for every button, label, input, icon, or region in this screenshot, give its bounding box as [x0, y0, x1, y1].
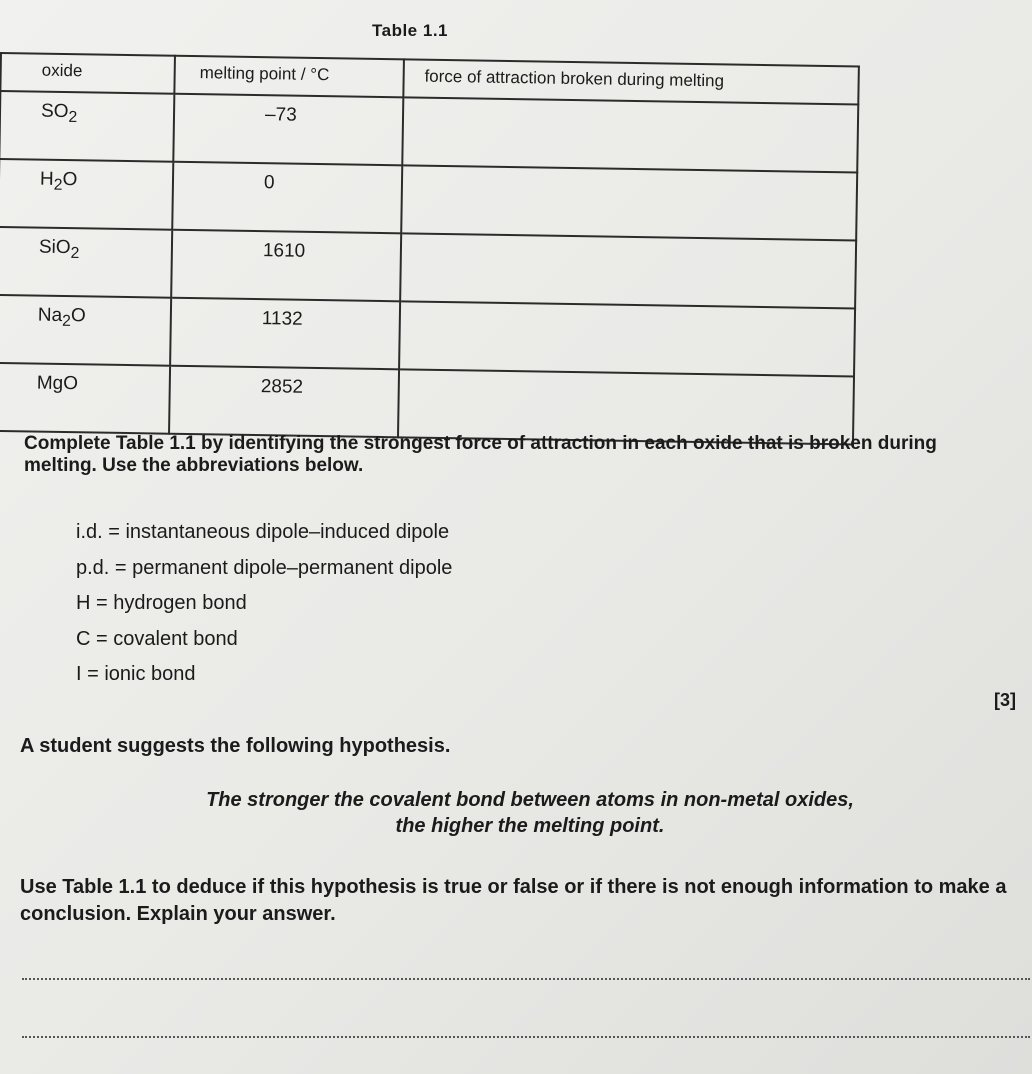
answer-line[interactable]	[22, 1036, 1030, 1038]
oxide-formula-main: H	[39, 168, 54, 190]
force-answer-cell[interactable]	[400, 233, 856, 308]
oxide-formula-main: Na	[37, 304, 63, 327]
abbreviation-code: p.d.	[76, 556, 110, 579]
abbreviation-meaning: permanent dipole–permanent dipole	[132, 556, 453, 579]
melting-point-cell: –73	[173, 94, 403, 166]
abbreviation-meaning: ionic bond	[104, 663, 196, 685]
abbreviation-meaning: hydrogen bond	[113, 592, 247, 614]
hypothesis-line-1: The stronger the covalent bond between atoms in non-metal oxides,	[206, 789, 854, 811]
student-intro: A student suggests the following hypothesis.	[20, 735, 451, 757]
oxide-formula-subscript: 2	[70, 244, 80, 263]
melting-point-cell: 1132	[170, 298, 400, 370]
abbreviation-item: i.d. = instantaneous dipole–induced dipole	[76, 521, 450, 543]
force-answer-cell[interactable]	[399, 301, 855, 376]
oxide-cell	[0, 159, 173, 230]
task-text: Use Table 1.1 to deduce if this hypothesis is true or false or if there is not enough information to make a conclusion. Explain your answer.	[20, 876, 1007, 925]
abbreviation-item: C = covalent bond	[76, 627, 238, 650]
instructions-text: Complete Table 1.1 by identifying the strongest force of attraction in each oxide that is broken during melting. Use the abbreviations below.	[24, 433, 937, 476]
melting-point-cell: 1610	[171, 230, 401, 302]
hypothesis-text	[140, 787, 920, 839]
marks-label: [3]	[994, 690, 1016, 710]
oxide-formula-subscript: 2	[68, 108, 78, 127]
oxide-cell	[0, 227, 172, 298]
oxide-formula-subscript: 2	[61, 312, 72, 330]
abbreviation-meaning: covalent bond	[113, 627, 238, 650]
melting-point-cell: 2852	[169, 366, 399, 438]
oxide-formula-main: SO	[40, 100, 69, 123]
abbreviation-code: i.d.	[76, 521, 103, 543]
abbreviation-list	[76, 515, 452, 693]
table-title: Table 1.1	[372, 21, 448, 40]
hypothesis-line-2: the higher the melting point.	[395, 815, 665, 837]
oxide-cell	[0, 295, 171, 366]
abbreviation-item: p.d. = permanent dipole–permanent dipole	[76, 556, 453, 579]
melting-point-cell: 0	[172, 162, 402, 234]
force-answer-cell[interactable]	[401, 165, 857, 240]
oxide-formula-subscript: 2	[53, 176, 63, 194]
abbreviation-item: H = hydrogen bond	[76, 592, 247, 614]
oxide-cell	[0, 91, 174, 162]
abbreviation-code: I	[76, 663, 82, 685]
oxide-formula-tail: O	[62, 168, 78, 191]
abbreviation-code: H	[76, 592, 91, 614]
oxide-table	[0, 52, 860, 445]
abbreviation-item: I = ionic bond	[76, 663, 196, 685]
abbreviation-code: C	[76, 627, 91, 650]
oxide-cell	[0, 363, 170, 434]
header-force: force of attraction broken during melting	[403, 59, 859, 104]
abbreviation-meaning: instantaneous dipole–induced dipole	[125, 521, 450, 543]
answer-line[interactable]	[22, 978, 1030, 980]
header-melting-point: melting point / °C	[174, 56, 403, 98]
oxide-formula-main: SiO	[38, 236, 71, 259]
oxide-formula-tail: O	[70, 305, 86, 327]
force-answer-cell[interactable]	[402, 97, 858, 172]
oxide-formula-main: MgO	[36, 372, 79, 395]
header-oxide: oxide	[0, 53, 175, 94]
